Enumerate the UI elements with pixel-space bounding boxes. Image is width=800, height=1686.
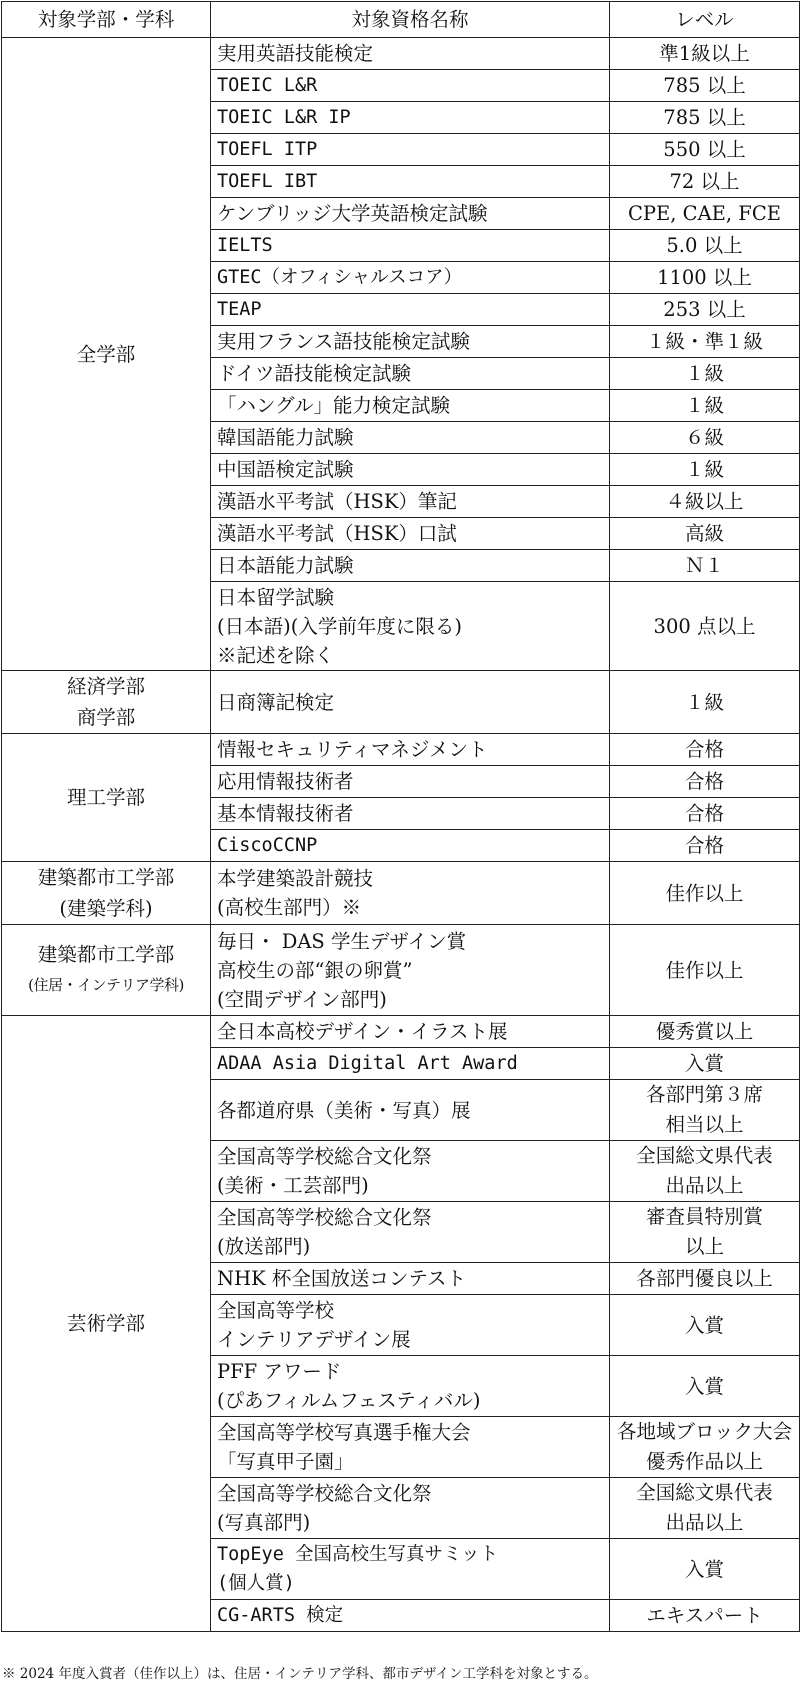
qualification-name-line: CG-ARTS 検定 (217, 1605, 344, 1626)
qualification-name-line: PFF アワード (217, 1360, 342, 1383)
qualification-name (211, 294, 610, 326)
qualification-name-line: 日本留学試験 (217, 585, 335, 609)
qualification-name-line: (個人賞) (217, 1573, 295, 1594)
header-row (2, 2, 800, 38)
qualification-name-line: ADAA Asia Digital Art Award (217, 1053, 518, 1074)
qualification-name-line: 全国高等学校総合文化祭 (217, 1482, 432, 1505)
level-value (610, 766, 800, 798)
qualification-name-line: インテリアデザイン展 (217, 1328, 411, 1351)
level-value-line: １級 (684, 690, 724, 714)
qualification-name-line: (ぴあフィルムフェスティバル) (217, 1389, 481, 1412)
qualification-name-line: TEAP (217, 299, 262, 320)
qualification-name (211, 518, 610, 550)
qualification-name-line: (空間デザイン部門) (217, 987, 387, 1011)
qualification-name-line: (日本語)(入学前年度に限る) (217, 614, 462, 638)
level-value (610, 454, 800, 486)
qualification-name-line: ※記述を除く (217, 643, 335, 667)
qualification-name-line: ケンブリッジ大学英語検定試験 (217, 202, 488, 225)
level-value (610, 1263, 800, 1295)
level-value-line: CPE, CAE, FCE (628, 202, 781, 225)
qualification-name-line: 全国高等学校総合文化祭 (217, 1206, 432, 1229)
level-value-line: Ｎ１ (684, 554, 724, 577)
qualification-name-line: 漢語水平考試（HSK）筆記 (217, 490, 457, 513)
qualification-name (211, 230, 610, 262)
level-value (610, 166, 800, 198)
level-value (610, 1141, 800, 1202)
level-value-line: 出品以上 (665, 1174, 744, 1197)
level-value-line: 準1級以上 (659, 42, 750, 65)
qualification-name (211, 38, 610, 70)
qualification-name-line: NHK 杯全国放送コンテスト (217, 1267, 467, 1290)
level-value-line: 以上 (684, 1235, 724, 1258)
qualification-name-line: 本学建築設計競技 (217, 867, 374, 890)
level-value-line: １級 (684, 362, 724, 385)
level-value-line: 入賞 (684, 1313, 724, 1337)
qualification-name (211, 262, 610, 294)
qualification-name-line: IELTS (217, 235, 273, 256)
qualification-name-line: TOEFL ITP (217, 139, 318, 160)
level-value (610, 582, 800, 671)
qualification-name (211, 390, 610, 422)
qualification-name (211, 1048, 610, 1080)
qualification-name-line: TOEIC L&R IP (217, 107, 351, 128)
qualification-name (211, 454, 610, 486)
qualification-name (211, 582, 610, 671)
level-value (610, 1600, 800, 1632)
qualification-name (211, 798, 610, 830)
qualification-name-line: 実用フランス語技能検定試験 (217, 330, 470, 353)
level-value-line: 72 以上 (669, 170, 740, 193)
level-value (610, 1048, 800, 1080)
level-value (610, 70, 800, 102)
qualification-table (1, 1, 800, 1632)
level-value (610, 550, 800, 582)
qualification-name-line: (放送部門) (217, 1235, 311, 1258)
level-value (610, 230, 800, 262)
table-row (2, 925, 800, 1016)
dept-label: 理工学部 (66, 786, 145, 809)
level-value (610, 925, 800, 1016)
table-row (2, 862, 800, 925)
level-value (610, 102, 800, 134)
dept-label: (建築学科) (59, 897, 153, 920)
level-value (610, 671, 800, 734)
level-value (610, 1478, 800, 1539)
qualification-name (211, 925, 610, 1016)
qualification-name (211, 198, 610, 230)
qualification-name-line: 高校生の部“銀の卵賞” (217, 958, 413, 982)
level-value-line: ６級 (684, 426, 724, 449)
qualification-name (211, 862, 610, 925)
level-value (610, 518, 800, 550)
level-value (610, 1356, 800, 1417)
level-value-line: 合格 (684, 738, 724, 761)
level-value (610, 198, 800, 230)
qualification-name-line: 情報セキュリティマネジメント (217, 738, 488, 761)
level-value-line: 入賞 (684, 1374, 724, 1398)
level-value (610, 1202, 800, 1263)
qualification-name-line: 基本情報技術者 (217, 802, 354, 825)
dept-cell (2, 862, 211, 925)
dept-cell (2, 925, 211, 1016)
level-value (610, 862, 800, 925)
level-value-line: １級 (684, 458, 724, 481)
level-value-line: 各部門優良以上 (636, 1267, 773, 1290)
level-value-line: 785 以上 (663, 106, 746, 129)
level-value (610, 798, 800, 830)
level-value-line: 550 以上 (663, 138, 746, 161)
header-level: レベル (610, 2, 800, 38)
qualification-name-line: 全国高等学校 (217, 1299, 335, 1322)
qualification-name (211, 1080, 610, 1141)
level-value (610, 1539, 800, 1600)
qualification-name-line: TopEye 全国高校生写真サミット (217, 1544, 499, 1565)
table-row (2, 38, 800, 70)
footnote: ※ 2024 年度入賞者（佳作以上）は、住居・インテリア学科、都市デザイン工学科を対象とする。 (2, 1666, 598, 1682)
level-value-line: 253 以上 (663, 298, 746, 321)
level-value (610, 294, 800, 326)
qualification-name (211, 1016, 610, 1048)
level-value-line: 300 点以上 (653, 614, 756, 638)
level-value-line: 佳作以上 (665, 881, 744, 905)
qualification-name (211, 1539, 610, 1600)
qualification-name (211, 550, 610, 582)
qualification-name (211, 766, 610, 798)
qualification-name (211, 70, 610, 102)
qualification-name-line: ドイツ語技能検定試験 (217, 362, 412, 385)
qualification-name-line: CiscoCCNP (217, 835, 318, 856)
level-value (610, 38, 800, 70)
qualification-name (211, 326, 610, 358)
dept-label: 商学部 (76, 706, 136, 729)
table-row (2, 1016, 800, 1048)
dept-cell (2, 1016, 211, 1632)
level-value (610, 486, 800, 518)
qualification-name-line: 応用情報技術者 (217, 770, 354, 793)
qualification-name (211, 1295, 610, 1356)
dept-label: 建築都市工学部 (37, 866, 175, 889)
level-value (610, 358, 800, 390)
level-value-line: エキスパート (646, 1604, 763, 1627)
level-value-line: ４級以上 (665, 490, 744, 513)
dept-cell (2, 38, 211, 671)
dept-cell (2, 734, 211, 862)
qualification-name-line: 中国語検定試験 (217, 458, 354, 481)
qualification-name-line: 日本語能力試験 (217, 554, 354, 577)
dept-label: 建築都市工学部 (37, 943, 175, 966)
level-value (610, 734, 800, 766)
qualification-name (211, 422, 610, 454)
qualification-name (211, 1141, 610, 1202)
level-value-line: １級 (684, 394, 724, 417)
level-value-line: 優秀賞以上 (655, 1020, 754, 1043)
qualification-name (211, 671, 610, 734)
level-value-line: 785 以上 (663, 74, 746, 97)
qualification-name (211, 1600, 610, 1632)
qualification-name (211, 358, 610, 390)
qualification-name (211, 1263, 610, 1295)
header-dept: 対象学部・学科 (2, 2, 211, 38)
qualification-name-line: (美術・工芸部門) (217, 1174, 369, 1197)
level-value-line: 全国総文県代表 (636, 1144, 773, 1167)
qualification-name-line: 韓国語能力試験 (217, 426, 354, 449)
level-value-line: 高級 (684, 522, 724, 545)
qualification-name-line: 全日本高校デザイン・イラスト展 (217, 1020, 508, 1043)
level-value-line: 相当以上 (665, 1113, 744, 1136)
level-value (610, 1016, 800, 1048)
qualification-name-line: 「ハングル」能力検定試験 (217, 394, 451, 417)
qualification-name-line: 全国高等学校写真選手権大会 (217, 1421, 471, 1444)
qualification-name-line: TOEIC L&R (217, 75, 318, 96)
level-value-line: 合格 (684, 834, 724, 857)
level-value-line: 佳作以上 (665, 958, 744, 982)
qualification-name (211, 1356, 610, 1417)
level-value (610, 1295, 800, 1356)
qualification-name-line: (写真部門) (217, 1511, 311, 1534)
qualification-name (211, 166, 610, 198)
qualification-name-line: GTEC（オフィシャルスコア） (217, 267, 463, 288)
level-value-line: １級・準１級 (645, 330, 763, 353)
dept-cell (2, 671, 211, 734)
level-value (610, 134, 800, 166)
level-value-line: 審査員特別賞 (645, 1205, 763, 1228)
table-row (2, 734, 800, 766)
qualification-name-line: 実用英語技能検定 (217, 42, 374, 65)
level-value-line: 優秀作品以上 (645, 1450, 763, 1473)
dept-label: (住居・インテリア学科) (28, 976, 184, 994)
qualification-name-line: 漢語水平考試（HSK）口試 (217, 522, 457, 545)
qualification-name (211, 486, 610, 518)
qualification-name (211, 830, 610, 862)
table-body (2, 38, 800, 1632)
qualification-name (211, 1202, 610, 1263)
level-value-line: 入賞 (684, 1052, 724, 1075)
level-value-line: 全国総文県代表 (636, 1481, 773, 1504)
level-value (610, 422, 800, 454)
level-value (610, 326, 800, 358)
qualification-name-line: 日商簿記検定 (217, 690, 335, 714)
level-value-line: 1100 以上 (657, 266, 752, 289)
level-value-line: 各地域ブロック大会 (616, 1420, 793, 1443)
level-value-line: 合格 (684, 770, 724, 793)
dept-label: 芸術学部 (66, 1312, 145, 1335)
header-name: 対象資格名称 (211, 2, 610, 38)
level-value (610, 830, 800, 862)
level-value-line: 入賞 (684, 1557, 724, 1581)
level-value (610, 1080, 800, 1141)
qualification-name-line: 各都道府県（美術・写真）展 (217, 1098, 471, 1122)
level-value (610, 390, 800, 422)
qualification-name-line: 「写真甲子園」 (217, 1450, 354, 1473)
level-value-line: 合格 (684, 802, 724, 825)
qualification-name (211, 102, 610, 134)
qualification-name (211, 1417, 610, 1478)
qualification-name (211, 734, 610, 766)
level-value (610, 1417, 800, 1478)
level-value-line: 各部門第３席 (645, 1083, 763, 1106)
dept-label: 経済学部 (66, 675, 145, 698)
level-value-line: 5.0 以上 (666, 234, 743, 257)
qualification-name-line: TOEFL IBT (217, 171, 318, 192)
level-value (610, 262, 800, 294)
level-value-line: 出品以上 (665, 1511, 744, 1534)
qualification-name-line: 毎日・ DAS 学生デザイン賞 (217, 929, 467, 953)
table-row (2, 671, 800, 734)
qualification-name-line: (高校生部門）※ (217, 896, 362, 919)
qualification-name-line: 全国高等学校総合文化祭 (217, 1145, 432, 1168)
dept-label: 全学部 (76, 342, 136, 366)
qualification-name (211, 134, 610, 166)
qualification-name (211, 1478, 610, 1539)
